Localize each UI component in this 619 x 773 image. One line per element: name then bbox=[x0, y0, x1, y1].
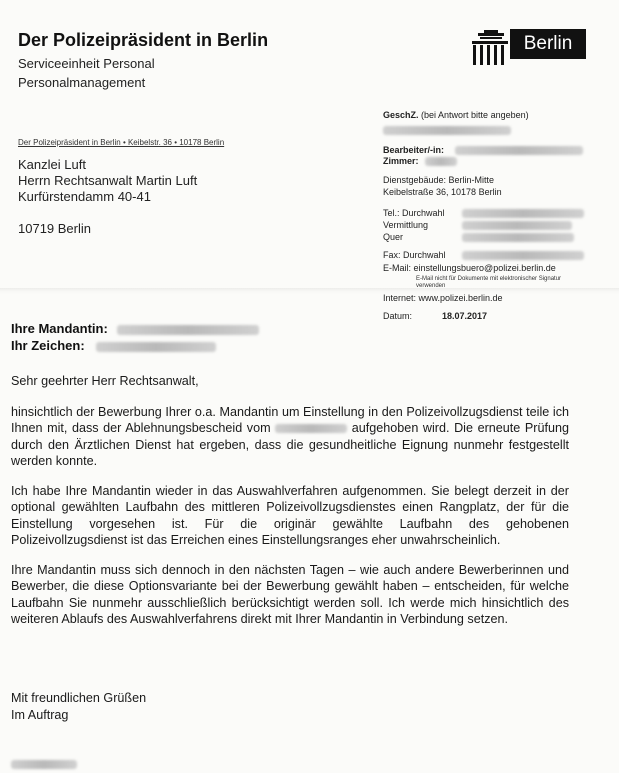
redacted-fax bbox=[462, 251, 584, 260]
unit-name: Serviceeinheit Personal bbox=[18, 56, 155, 71]
redacted-vermittlung bbox=[462, 221, 572, 230]
redacted-zeichen bbox=[96, 342, 216, 352]
paragraph-1-part-b: aufgehoben wird. Die erneute Prüfung durch den Ärztlichen Dienst hat ergeben, dass die gesundheitliche Eignung nunmehr festgestellt werden konnte. bbox=[11, 421, 569, 468]
redacted-bearbeiter bbox=[455, 146, 583, 155]
bearbeiter-label: Bearbeiter/-in: bbox=[383, 145, 445, 155]
date-label: Datum: bbox=[383, 311, 413, 321]
redacted-geschz bbox=[383, 126, 511, 135]
geschz-note: (bei Antwort bitte angeben) bbox=[421, 110, 529, 120]
brandenburg-gate-icon bbox=[470, 27, 510, 67]
redacted-quer bbox=[462, 233, 574, 242]
geschz-label: GeschZ. bbox=[383, 110, 419, 120]
vermittlung-label: Vermittlung bbox=[383, 220, 429, 230]
paragraph-1 bbox=[11, 404, 569, 469]
closing-greeting: Mit freundlichen Grüßen bbox=[11, 691, 147, 705]
tel-label: Tel.: Durchwahl bbox=[383, 208, 445, 218]
dienstgebaeude-line1: Dienstgebäude: Berlin-Mitte bbox=[383, 175, 495, 185]
department-name: Personalmanagement bbox=[18, 75, 146, 90]
zimmer-label: Zimmer: bbox=[383, 156, 419, 166]
geschz-row bbox=[383, 110, 529, 120]
email-address: E-Mail: einstellungsbuero@polizei.berlin.de bbox=[383, 263, 556, 273]
recipient-city: 10719 Berlin bbox=[18, 221, 91, 236]
recipient-street: Kurfürstendamm 40-41 bbox=[18, 189, 151, 204]
berlin-logo bbox=[470, 27, 586, 67]
mandantin-label: Ihre Mandantin: bbox=[11, 321, 108, 336]
paper-fold bbox=[0, 288, 619, 294]
redacted-zimmer bbox=[425, 157, 457, 166]
closing-on-behalf: Im Auftrag bbox=[11, 708, 69, 722]
paragraph-2: Ich habe Ihre Mandantin wieder in das Auswahlverfahren aufgenommen. Sie belegt derzeit in der optional gewählten Laufbahn des mittleren Polizeivollzugsdienstes einen Rangplatz, der für die Einstellung vorgesehen ist. Für die originär gewählte Laufbahn des gehobenen Polizeivollzugsdienst ist das Erreichen eines Einstellungsranges eher unwahrscheinlich. bbox=[11, 484, 569, 547]
redacted-tel bbox=[462, 209, 584, 218]
logo-wordmark: Berlin bbox=[510, 29, 586, 59]
zeichen-label: Ihr Zeichen: bbox=[11, 338, 85, 353]
redacted-signature bbox=[11, 760, 77, 769]
salutation: Sehr geehrter Herr Rechtsanwalt, bbox=[11, 374, 199, 388]
redacted-date bbox=[275, 424, 347, 433]
redacted-mandantin bbox=[117, 325, 259, 335]
recipient-name: Herrn Rechtsanwalt Martin Luft bbox=[18, 173, 198, 188]
paragraph-1-part-a: hinsichtlich der Bewerbung Ihrer o.a. Mandantin um Einstellung in den Polizeivollzugsdienst teile ich Ihnen mit, dass der Ablehnungsbescheid vom bbox=[11, 405, 569, 436]
quer-label: Quer bbox=[383, 232, 404, 242]
email-note-line1: E-Mail nicht für Dokumente mit elektronischer Signatur bbox=[416, 276, 562, 282]
recipient-firm: Kanzlei Luft bbox=[18, 157, 86, 172]
fax-label: Fax: Durchwahl bbox=[383, 250, 446, 260]
email-note-line2: verwenden bbox=[416, 283, 446, 289]
paragraph-3: Ihre Mandantin muss sich dennoch in den nächsten Tagen – wie auch andere Bewerberinnen und Bewerber, die diese Optionsvariante bei der Bewerbung gewählt haben – entscheiden, für welche Laufbahn Sie nunmehr ausschließlich berücksichtigt werden soll. Ich werde mich hinsichtlich des weiteren Ablaufs des Auswahlverfahrens direkt mit Ihrer Mandantin in Verbindung setzen. bbox=[11, 563, 569, 626]
sender-return-address: Der Polizeipräsident in Berlin • Keibelstr. 36 • 10178 Berlin bbox=[18, 138, 225, 147]
letter-title: Der Polizeipräsident in Berlin bbox=[18, 30, 269, 50]
date-value: 18.07.2017 bbox=[442, 311, 488, 321]
dienstgebaeude-line2: Keibelstraße 36, 10178 Berlin bbox=[383, 187, 502, 197]
internet-address: Internet: www.polizei.berlin.de bbox=[383, 293, 503, 303]
